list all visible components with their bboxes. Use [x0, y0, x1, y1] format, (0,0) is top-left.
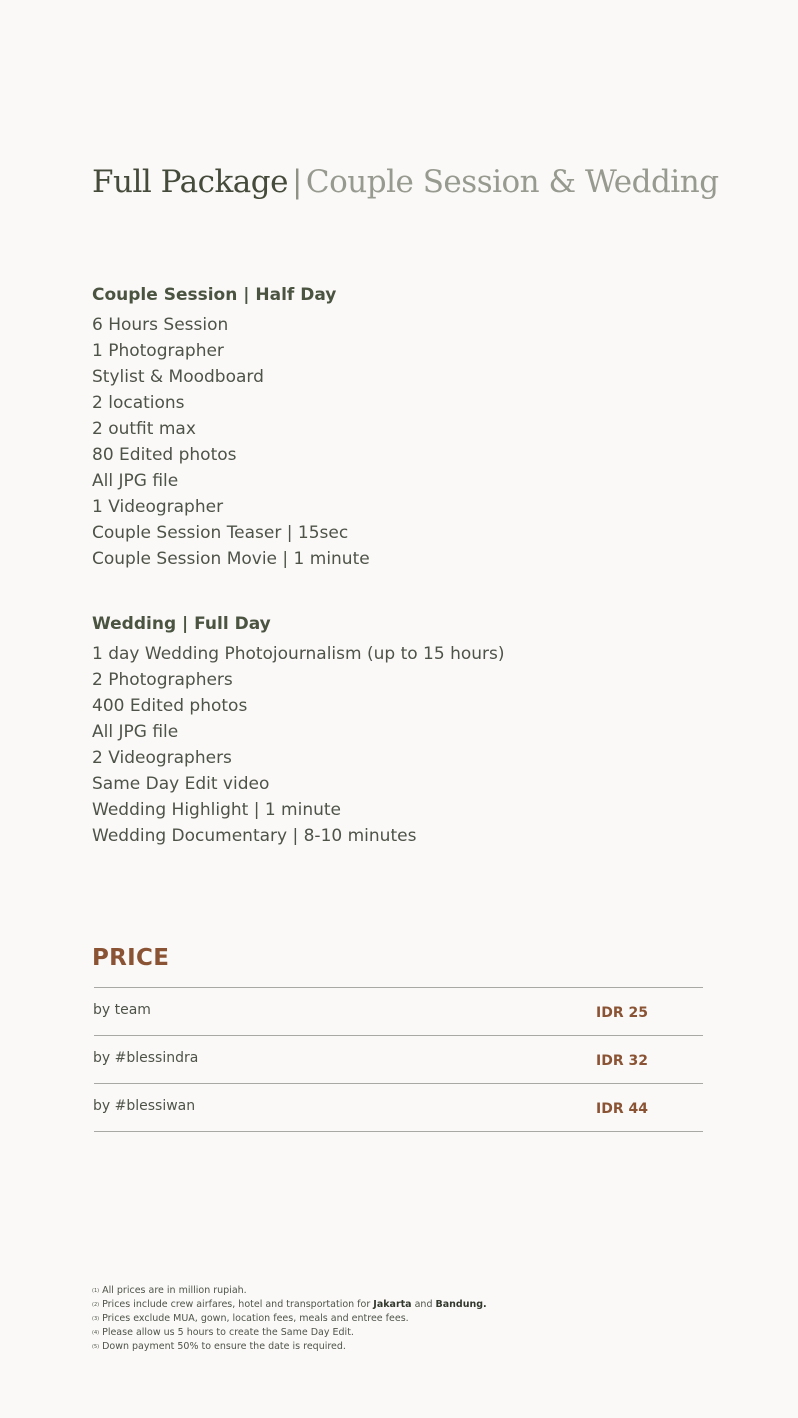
list-item: 1 Photographer — [92, 341, 224, 361]
price-row-blessindra — [94, 1036, 703, 1084]
list-item: 1 day Wedding Photojournalism (up to 15 hours) — [92, 644, 505, 664]
price-value: IDR 32 — [596, 1053, 648, 1069]
list-item: All JPG file — [92, 471, 179, 491]
footnote — [92, 1312, 487, 1326]
footnote-number: (3) — [92, 1316, 100, 1322]
title-separator: | — [291, 164, 302, 200]
price-row-team — [94, 988, 703, 1036]
price-label: by #blessiwan — [93, 1098, 196, 1114]
footnote-text: Please allow us 5 hours to create the Same Day Edit. — [102, 1327, 354, 1338]
footnote-number: (4) — [92, 1330, 100, 1336]
footnote — [92, 1284, 487, 1298]
page-title — [92, 160, 719, 204]
title-main: Full Package — [92, 164, 288, 200]
footnote-number: (5) — [92, 1344, 100, 1350]
title-subtitle: Couple Session & Wedding — [305, 164, 719, 200]
footnote-text: Prices exclude MUA, gown, location fees, meals and entree fees. — [102, 1313, 409, 1324]
wedding-list — [92, 641, 505, 849]
list-item: Couple Session Teaser | 15sec — [92, 523, 349, 543]
footnotes — [92, 1284, 487, 1354]
footnote-text: and — [411, 1299, 436, 1310]
price-value: IDR 44 — [596, 1101, 648, 1117]
price-row-blessiwan — [94, 1084, 703, 1132]
couple-session-section — [92, 284, 370, 572]
footnote-text: Prices include crew airfares, hotel and transportation for — [102, 1299, 374, 1310]
footnote — [92, 1326, 487, 1340]
price-table — [94, 987, 703, 1132]
list-item: 2 locations — [92, 393, 185, 413]
price-label: by team — [93, 1002, 151, 1018]
list-item: Stylist & Moodboard — [92, 367, 264, 387]
footnote-number: (1) — [92, 1288, 100, 1294]
footnote — [92, 1340, 487, 1354]
price-label: by #blessindra — [93, 1050, 199, 1066]
list-item: 2 Videographers — [92, 748, 232, 768]
list-item: Wedding Highlight | 1 minute — [92, 800, 342, 820]
wedding-section — [92, 613, 505, 849]
price-value: IDR 25 — [596, 1005, 648, 1021]
list-item: 2 Photographers — [92, 670, 233, 690]
list-item: Same Day Edit video — [92, 774, 270, 794]
footnote-number: (2) — [92, 1302, 100, 1308]
list-item: 2 outfit max — [92, 419, 196, 439]
price-heading: PRICE — [92, 945, 170, 971]
footnote — [92, 1298, 487, 1312]
footnote-bold-city: Jakarta — [373, 1299, 412, 1310]
footnote-bold-city: Bandung. — [435, 1299, 487, 1310]
list-item: 400 Edited photos — [92, 696, 248, 716]
couple-session-heading: Couple Session | Half Day — [92, 285, 337, 305]
footnote-text: All prices are in million rupiah. — [102, 1285, 247, 1296]
list-item: Couple Session Movie | 1 minute — [92, 549, 370, 569]
wedding-heading: Wedding | Full Day — [92, 614, 271, 634]
couple-session-list — [92, 312, 370, 572]
list-item: All JPG file — [92, 722, 179, 742]
list-item: 6 Hours Session — [92, 315, 229, 335]
footnote-text: Down payment 50% to ensure the date is required. — [102, 1341, 346, 1352]
list-item: 1 Videographer — [92, 497, 224, 517]
list-item: 80 Edited photos — [92, 445, 237, 465]
list-item: Wedding Documentary | 8-10 minutes — [92, 826, 417, 846]
